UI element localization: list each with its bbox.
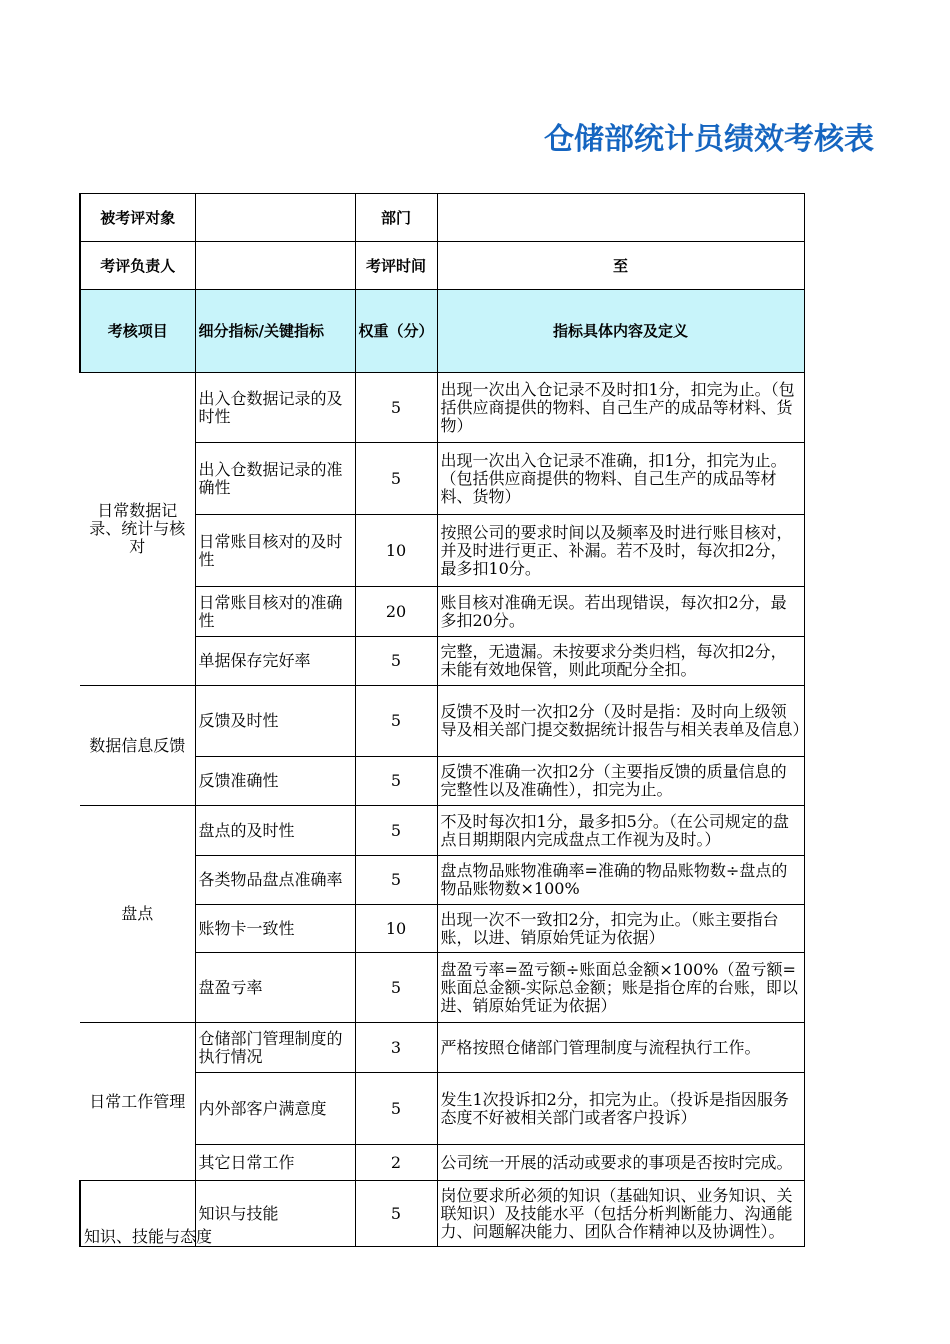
column-header-row (80, 290, 804, 373)
indicator-cell: 账物卡一致性 (195, 905, 355, 953)
dept-value-cell[interactable] (437, 194, 804, 242)
definition-cell: 反馈不及时一次扣2分（及时是指：及时向上级领导及相关部门提交数据统计报告与相关表单及信息） (437, 686, 804, 757)
definition-cell: 按照公司的要求时间以及频率及时进行账目核对，并及时进行更正、补漏。若不及时，每次扣2分，最多扣10分。 (437, 515, 804, 587)
assessment-table (79, 193, 809, 1247)
table-row (80, 373, 804, 443)
indicator-cell: 日常账目核对的及时性 (195, 515, 355, 587)
indicator-cell: 出入仓数据记录的及时性 (195, 373, 355, 443)
col-indicator: 细分指标/关键指标 (195, 290, 355, 373)
col-weight: 权重（分） (355, 290, 437, 373)
weight-cell: 10 (355, 905, 437, 953)
indicator-cell: 反馈及时性 (195, 686, 355, 757)
category-cell: 日常数据记录、统计与核对 (80, 373, 195, 686)
definition-cell: 完整，无遗漏。未按要求分类归档，每次扣2分，未能有效地保管，则此项配分全扣。 (437, 637, 804, 686)
indicator-cell: 知识与技能 (195, 1181, 355, 1247)
weight-cell: 5 (355, 806, 437, 856)
indicator-cell: 日常账目核对的准确性 (195, 587, 355, 637)
definition-cell: 出现一次不一致扣2分，扣完为止。（账主要指台账，以进、销原始凭证为依据） (437, 905, 804, 953)
definition-cell: 盘点物品账物准确率=准确的物品账物数÷盘点的物品账物数×100% (437, 856, 804, 905)
definition-cell: 出现一次出入仓记录不准确，扣1分，扣完为止。（包括供应商提供的物料、自己生产的成品等材料、货物） (437, 443, 804, 515)
definition-cell: 反馈不准确一次扣2分（主要指反馈的质量信息的完整性以及准确性），扣完为止。 (437, 757, 804, 806)
category-cell: 盘点 (80, 806, 195, 1023)
category-cell: 知识、技能与态度 (80, 1181, 195, 1247)
time-label: 考评时间 (355, 242, 437, 290)
reviewer-value-cell[interactable] (195, 242, 355, 290)
time-value-cell[interactable]: 至 (437, 242, 804, 290)
indicator-cell: 内外部客户满意度 (195, 1073, 355, 1145)
weight-cell: 5 (355, 856, 437, 905)
weight-cell: 10 (355, 515, 437, 587)
category-cell: 日常工作管理 (80, 1023, 195, 1181)
reviewer-label: 考评负责人 (80, 242, 195, 290)
table-row (80, 1181, 804, 1247)
indicator-cell: 反馈准确性 (195, 757, 355, 806)
definition-cell: 盘盈亏率=盈亏额÷账面总金额×100%（盈亏额=账面总金额-实际总金额；账是指仓库的台账，即以进、销原始凭证为依据） (437, 953, 804, 1023)
weight-cell: 5 (355, 373, 437, 443)
table-row (80, 1023, 804, 1073)
definition-cell: 严格按照仓储部门管理制度与流程执行工作。 (437, 1023, 804, 1073)
category-cell: 数据信息反馈 (80, 686, 195, 806)
definition-cell: 公司统一开展的活动或要求的事项是否按时完成。 (437, 1145, 804, 1181)
table-row (80, 806, 804, 856)
weight-cell: 3 (355, 1023, 437, 1073)
header-row-reviewer (80, 242, 804, 290)
indicator-cell: 其它日常工作 (195, 1145, 355, 1181)
header-row-subject (80, 194, 804, 242)
indicator-cell: 单据保存完好率 (195, 637, 355, 686)
indicator-cell: 出入仓数据记录的准确性 (195, 443, 355, 515)
weight-cell: 5 (355, 1073, 437, 1145)
dept-label: 部门 (355, 194, 437, 242)
definition-cell: 岗位要求所必须的知识（基础知识、业务知识、关联知识）及技能水平（包括分析判断能力、沟通能力、问题解决能力、团队合作精神以及协调性）。 (437, 1181, 804, 1247)
page-title: 仓储部统计员绩效考核表 (544, 122, 874, 157)
definition-cell: 不及时每次扣1分，最多扣5分。（在公司规定的盘点日期期限内完成盘点工作视为及时。） (437, 806, 804, 856)
assessment-sheet (79, 193, 809, 1246)
weight-cell: 5 (355, 443, 437, 515)
subject-label: 被考评对象 (80, 194, 195, 242)
indicator-cell: 盘盈亏率 (195, 953, 355, 1023)
table-row (80, 686, 804, 757)
indicator-cell: 各类物品盘点准确率 (195, 856, 355, 905)
col-item: 考核项目 (80, 290, 195, 373)
col-definition: 指标具体内容及定义 (437, 290, 804, 373)
definition-cell: 出现一次出入仓记录不及时扣1分，扣完为止。（包括供应商提供的物料、自己生产的成品等材料、货物） (437, 373, 804, 443)
weight-cell: 20 (355, 587, 437, 637)
indicator-cell: 仓储部门管理制度的执行情况 (195, 1023, 355, 1073)
definition-cell: 账目核对准确无误。若出现错误，每次扣2分，最多扣20分。 (437, 587, 804, 637)
weight-cell: 5 (355, 757, 437, 806)
subject-value-cell[interactable] (195, 194, 355, 242)
definition-cell: 发生1次投诉扣2分，扣完为止。（投诉是指因服务态度不好被相关部门或者客户投诉） (437, 1073, 804, 1145)
weight-cell: 5 (355, 953, 437, 1023)
weight-cell: 2 (355, 1145, 437, 1181)
weight-cell: 5 (355, 1181, 437, 1247)
weight-cell: 5 (355, 686, 437, 757)
indicator-cell: 盘点的及时性 (195, 806, 355, 856)
weight-cell: 5 (355, 637, 437, 686)
